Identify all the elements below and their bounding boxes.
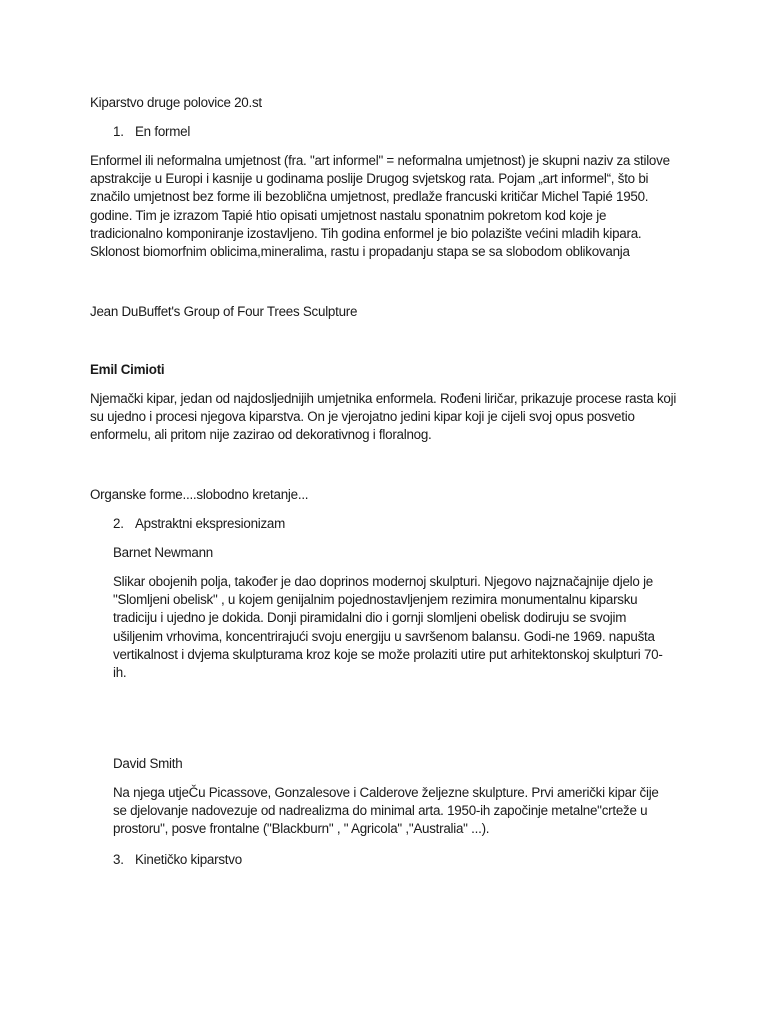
section-3-heading xyxy=(113,851,242,869)
section-1-title: En formel xyxy=(135,124,191,139)
section-3-number: 3. xyxy=(113,852,124,867)
organic-forms-line: Organske forme....slobodno kretanje... xyxy=(90,487,309,502)
section-3-title: Kinetičko kiparstvo xyxy=(135,852,242,867)
smith-heading: David Smith xyxy=(113,756,183,771)
document-title: Kiparstvo druge polovice 20.st xyxy=(90,95,262,110)
dubuffet-line: Jean DuBuffet's Group of Four Trees Sculpture xyxy=(90,304,358,319)
section-1-number: 1. xyxy=(113,124,124,139)
cimiotti-heading: Emil Cimioti xyxy=(90,362,165,377)
section-2-heading xyxy=(113,515,285,533)
smith-paragraph: Na njega utjeČu Picassove, Gonzalesove i Calderove željezne skulpture. Prvi američki kipar čije se djelovanje nadovezuje od nadrealizma do minimal arta. 1950-ih započinje metalne"crteže u prostoru", posve frontalne ("Blackburn" , " Agricola" ,"Australia" ...). xyxy=(113,785,659,837)
newmann-heading: Barnet Newmann xyxy=(113,545,213,560)
section-1-heading xyxy=(113,123,190,141)
section-2-number: 2. xyxy=(113,516,124,531)
cimiotti-paragraph: Njemački kipar, jedan od najdosljednijih umjetnika enformela. Rođeni liričar, prikazuje procese rasta koji su ujedno i procesi njegova kiparstva. On je vjerojatno jedini kipar koji je cijeli svoj opus posvetio enformelu, ali pritom nije zazirao od dekorativnog i floralnog. xyxy=(90,391,677,443)
newmann-paragraph: Slikar obojenih polja, također je dao doprinos modernoj skulpturi. Njegovo najznačajnije djelo je "Slomljeni obelisk" , u kojem genijalnim pojednostavljenjem rezimira monumentalnu kiparsku tradiciju i ujedno je dokida. Donji piramidalni dio i gornji slomljeni obelisk dodiruju se svojim ušiljenim vrhovima, koncentrirajući svoju energiju u savršenom balansu. Godi-ne 1969. napušta vertikalnost i dvjema skulpturama kroz koje se može prolaziti utire put arhitektonskoj skulpturi 70-ih. xyxy=(113,574,663,681)
enformel-paragraph: Enformel ili neformalna umjetnost (fra. "art informel" = neformalna umjetnost) je skupni naziv za stilove apstrakcije u Europi i kasnije u godinama poslije Drugog svjetskog rata. Pojam „art informel“, što bi značilo umjetnost bez forme ili bezoblična umjetnost, predlaže francuski kritičar Michel Tapié 1950. godine. Tim je izrazom Tapié htio opisati umjetnost nastalu sponatnim pokretom kod koje je tradicionalno komponiranje izostavljeno. Tih godina enformel je bio polazište većini mladih kipara. Sklonost biomorfnim oblicima,mineralima, rastu i propadanju stapa se sa slobodom oblikovanja xyxy=(90,153,670,260)
section-2-title: Apstraktni ekspresionizam xyxy=(135,516,286,531)
